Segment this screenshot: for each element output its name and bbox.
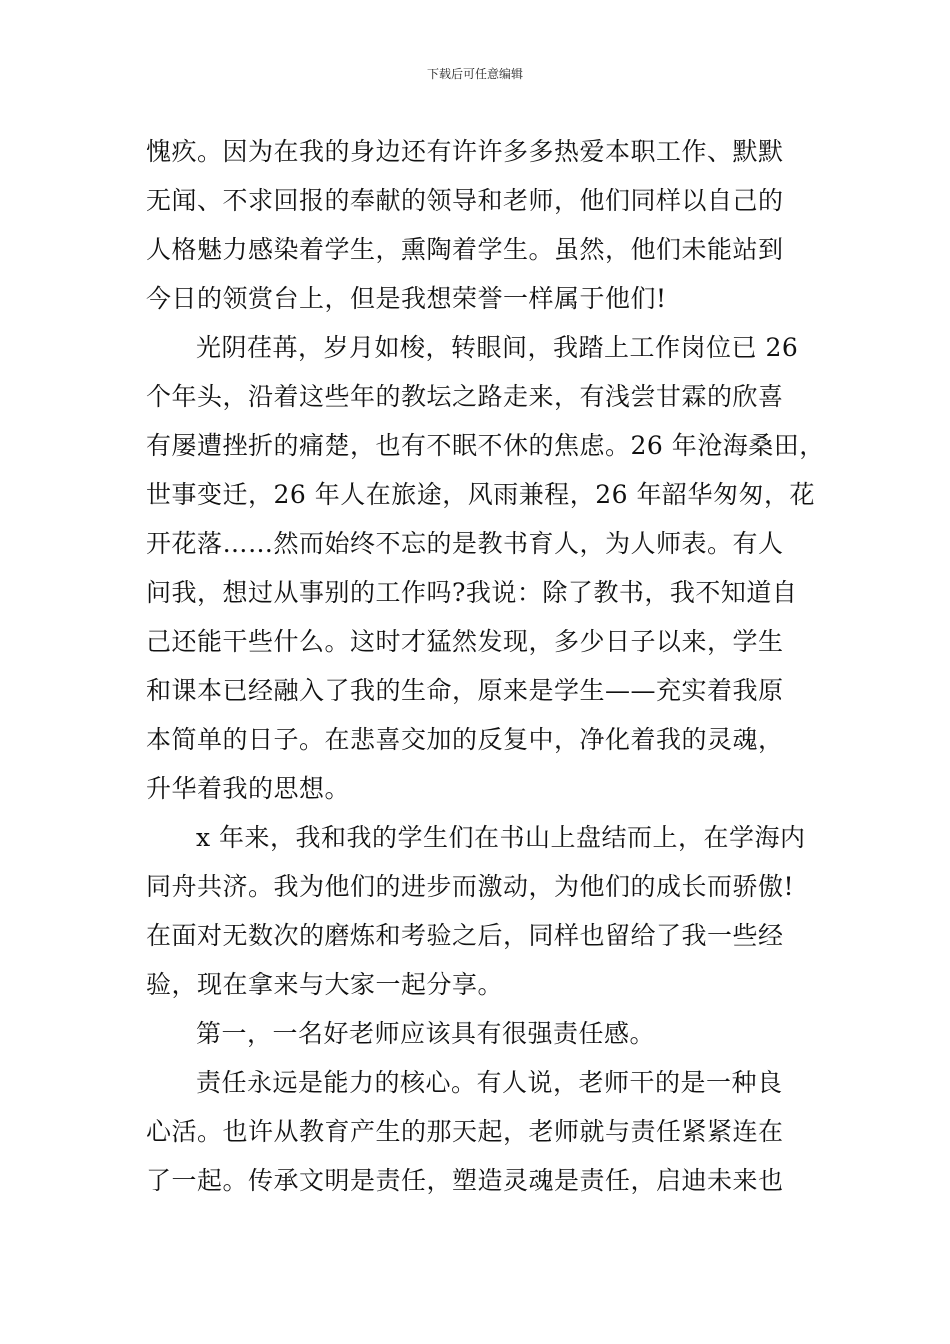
text-line: 光阴荏苒，岁月如梭，转眼间，我踏上工作岗位已 26 (196, 333, 799, 362)
text-line: 开花落……然而始终不忘的是教书育人，为人师表。有人 (146, 529, 784, 558)
text-line: 心活。也许从教育产生的那天起，老师就与责任紧紧连在 (146, 1117, 784, 1146)
text-line: 本简单的日子。在悲喜交加的反复中，净化着我的灵魂， (146, 725, 784, 754)
text-line: 世事变迁，26 年人在旅途，风雨兼程，26 年韶华匆匆，花 (146, 480, 816, 509)
text-line: 责任永远是能力的核心。有人说，老师干的是一种良 (196, 1068, 783, 1097)
text-line: 个年头，沿着这些年的教坛之路走来，有浅尝甘霖的欣喜 (146, 382, 784, 411)
text-line: 己还能干些什么。这时才猛然发现，多少日子以来，学生 (146, 627, 784, 656)
text-line: 愧疚。因为在我的身边还有许许多多热爱本职工作、默默 (146, 137, 784, 166)
text-line: 和课本已经融入了我的生命，原来是学生——充实着我原 (146, 676, 784, 705)
text-line: 验，现在拿来与大家一起分享。 (146, 970, 504, 999)
text-line: 升华着我的思想。 (146, 774, 351, 803)
text-line: 第一，一名好老师应该具有很强责任感。 (196, 1019, 656, 1048)
text-line: 同舟共济。我为他们的进步而激动，为他们的成长而骄傲! (146, 872, 795, 901)
page-header: 下载后可任意编辑 (426, 67, 523, 81)
text-line: 无闻、不求回报的奉献的领导和老师，他们同样以自己的 (146, 186, 784, 215)
text-line: 在面对无数次的磨炼和考验之后，同样也留给了我一些经 (146, 921, 784, 950)
text-line: 人格魅力感染着学生，熏陶着学生。虽然，他们未能站到 (146, 235, 784, 264)
text-line: 有屡遭挫折的痛楚，也有不眠不休的焦虑。26 年沧海桑田， (146, 431, 825, 460)
text-line: 问我，想过从事别的工作吗?我说：除了教书，我不知道自 (146, 578, 798, 607)
document-body (146, 127, 825, 1205)
text-line: x 年来，我和我的学生们在书山上盘结而上，在学海内 (196, 823, 806, 852)
text-line: 了一起。传承文明是责任，塑造灵魂是责任，启迪未来也 (146, 1166, 784, 1195)
text-line: 今日的领赏台上，但是我想荣誉一样属于他们! (146, 284, 667, 313)
